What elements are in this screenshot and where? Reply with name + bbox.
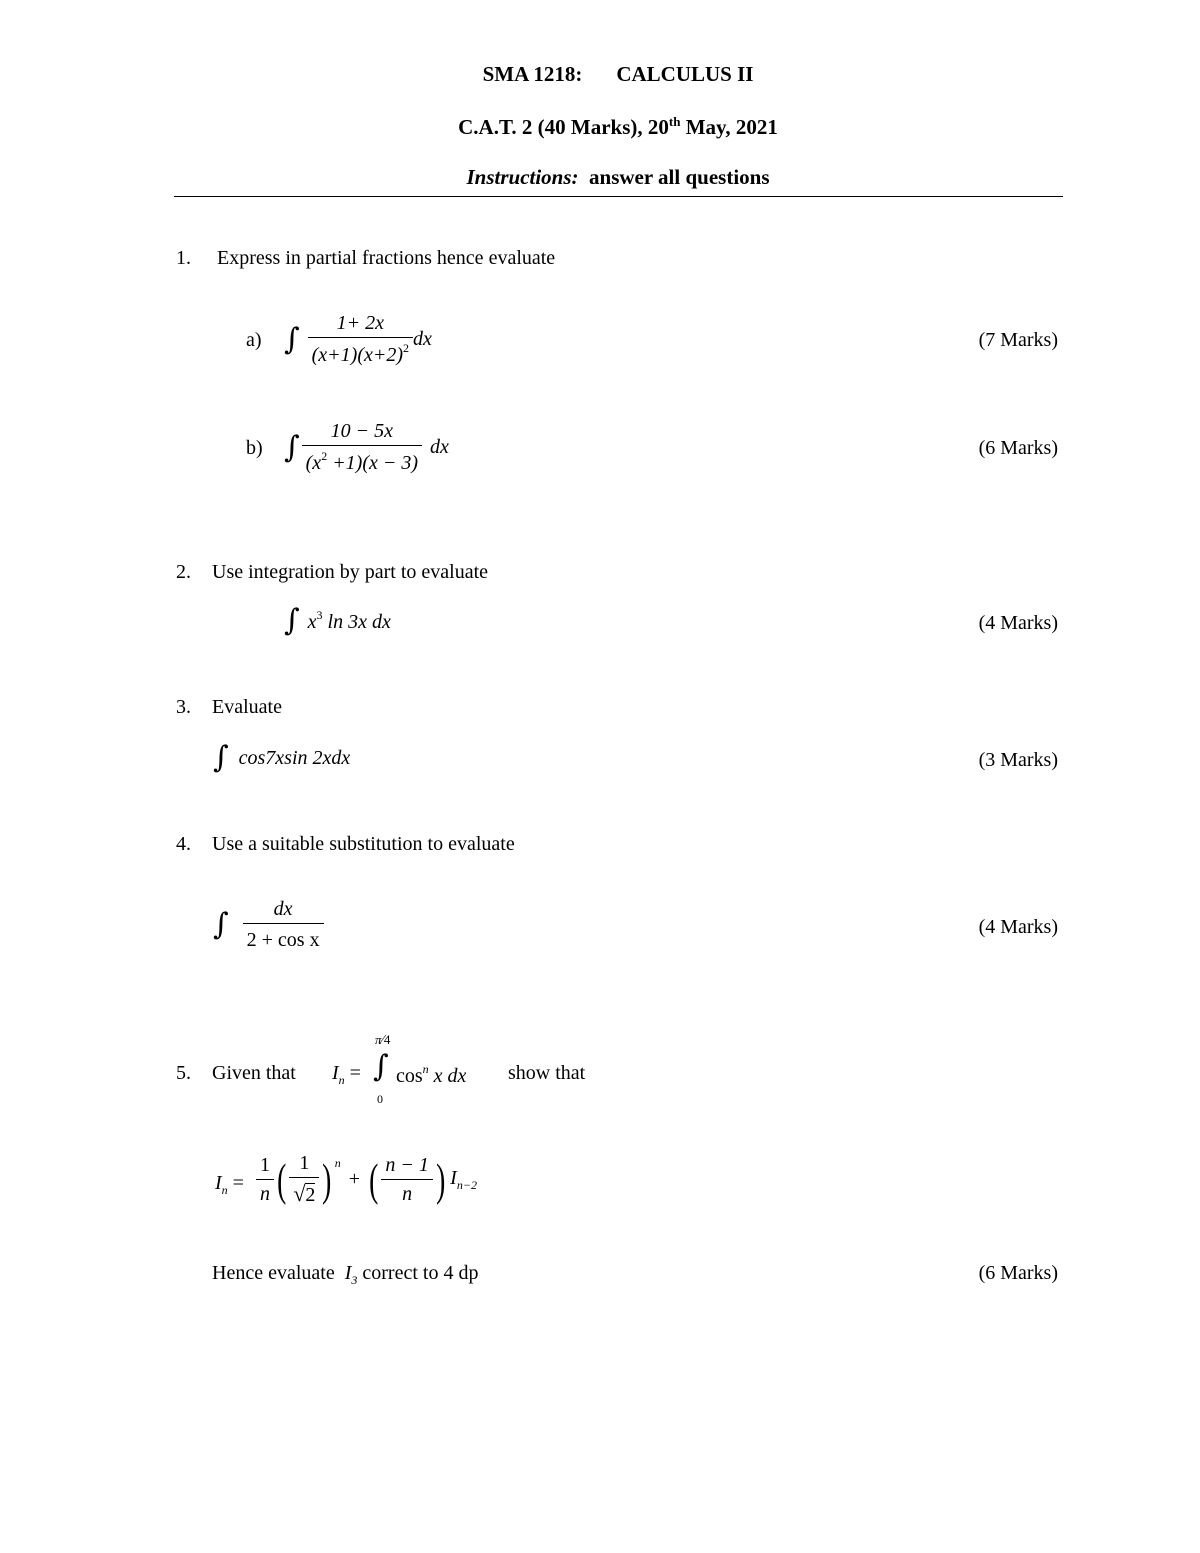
q2-marks: (4 Marks)	[978, 612, 1058, 634]
left-paren: (	[369, 1153, 379, 1205]
q1-prompt: Express in partial fractions hence evaluate	[217, 247, 556, 269]
q1a-label: a)	[246, 329, 262, 351]
q1a-integral	[284, 312, 432, 367]
q4-denominator: 2 + cos x	[243, 923, 324, 952]
q5-given-label: Given that	[212, 1062, 296, 1084]
q1b-denominator: $(x^2 +1)(x - 3)$	[302, 445, 422, 475]
course-title: CALCULUS II	[616, 62, 754, 86]
q1a-fraction	[308, 312, 413, 367]
q5-recurrence-rhs	[256, 1152, 477, 1207]
q5-show-that: show that	[508, 1062, 586, 1084]
q5-lower-limit: 0	[377, 1092, 383, 1106]
q1b-numerator: 10 − 5x	[330, 420, 394, 442]
q4-fraction	[243, 898, 324, 952]
q4-prompt: Use a suitable substitution to evaluate	[212, 833, 515, 855]
q4-number: 4.	[176, 833, 191, 855]
q5-number: 5.	[176, 1062, 191, 1084]
q1b-label: b)	[246, 437, 263, 459]
q4-marks: (4 Marks)	[978, 916, 1058, 938]
q5-n-minus-1-over-n: $\frac{n - 1}{n}$	[381, 1154, 433, 1206]
right-paren: )	[435, 1153, 446, 1205]
q1a-numerator: 1+ 2x	[336, 312, 385, 334]
left-paren: (	[277, 1153, 287, 1205]
cat-suffix: May, 2021	[680, 115, 778, 139]
q2-expression: $x^3$ ln 3x dx	[307, 608, 391, 633]
q5-I-symbol: $I_n$ =	[332, 1062, 361, 1087]
q1b-integral	[284, 420, 449, 475]
integral-sign: ∫	[373, 1049, 389, 1084]
instructions-label: Instructions:	[466, 165, 579, 189]
q1b-differential: dx	[430, 436, 449, 458]
right-paren: )	[322, 1153, 332, 1205]
q5-one-over-root2: $\frac{1}{√2}$	[289, 1152, 319, 1207]
integral-sign: ∫	[213, 907, 229, 942]
q1a-marks: (7 Marks)	[978, 329, 1058, 351]
q4-integral	[213, 898, 324, 952]
q4-numerator: dx	[273, 898, 293, 920]
header-rule	[174, 196, 1063, 197]
cat-sup: th	[668, 114, 681, 129]
q3-integral	[213, 740, 351, 775]
q5-marks: (6 Marks)	[978, 1262, 1058, 1284]
cat-line	[0, 114, 1200, 140]
integral-sign: ∫	[213, 740, 229, 775]
integral-sign: ∫	[284, 603, 300, 638]
q5-power-n: n	[334, 1156, 341, 1170]
integral-sign: ∫	[284, 429, 300, 465]
course-code: SMA 1218:	[482, 62, 583, 86]
q2-integral	[284, 603, 391, 638]
q2-prompt: Use integration by part to evaluate	[212, 561, 489, 583]
course-heading	[0, 62, 1200, 87]
q5-I-n-minus-2: $I_{n-2}$	[450, 1166, 477, 1192]
q5-recurrence-lhs: $I_n$ =	[215, 1172, 244, 1197]
q5-integrand: $\cos^n x$ dx	[396, 1062, 467, 1087]
q5-hence: Hence evaluate $I_3$ correct to 4 dp	[212, 1262, 479, 1287]
q3-prompt: Evaluate	[212, 696, 282, 718]
q5-upper-limit: π∕4	[375, 1032, 391, 1048]
q5-one-over-n: $\frac{1}{n}$	[256, 1154, 274, 1206]
integral-sign: ∫	[284, 321, 300, 357]
q1a-differential: dx	[413, 328, 432, 350]
q1b-fraction	[302, 420, 422, 475]
q3-expression: cos7xsin 2xdx	[238, 746, 351, 769]
q1-number: 1.	[176, 247, 191, 269]
q3-number: 3.	[176, 696, 191, 718]
q1a-denominator: $(x+1)(x+2)^2$	[308, 337, 413, 367]
instructions-text: answer all questions	[589, 165, 770, 189]
q1b-marks: (6 Marks)	[978, 437, 1058, 459]
q3-marks: (3 Marks)	[978, 749, 1058, 771]
q2-number: 2.	[176, 561, 191, 583]
plus-sign: +	[348, 1168, 361, 1190]
cat-prefix: C.A.T. 2 (40 Marks), 20	[458, 115, 669, 139]
instructions-line	[0, 165, 1200, 190]
